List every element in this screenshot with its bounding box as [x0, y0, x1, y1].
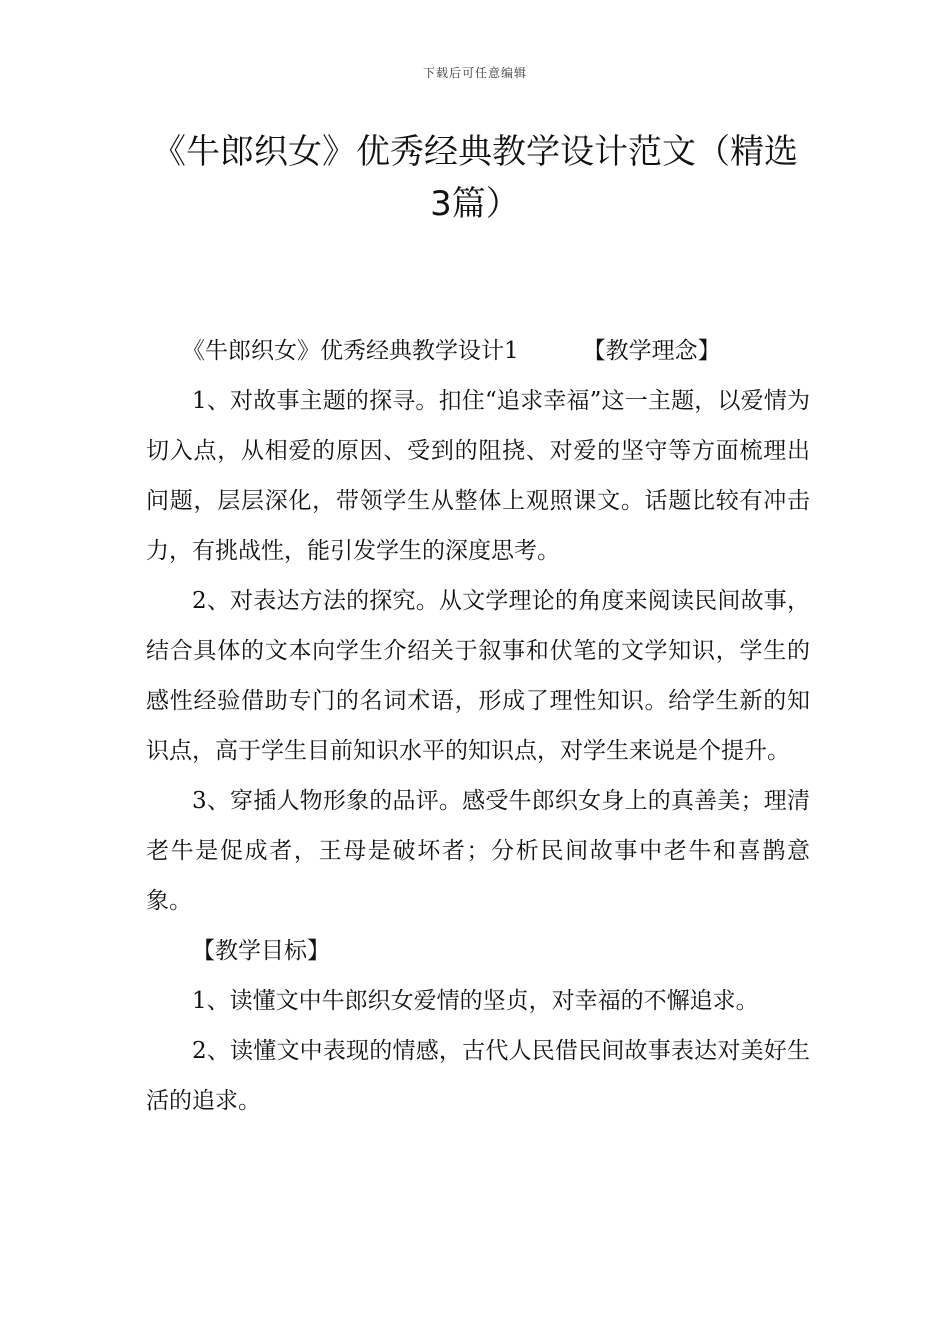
section-heading-teaching-goals: 【教学目标】 — [192, 938, 330, 964]
paragraph: 1、对故事主题的探寻。扣住“追求幸福”这一主题，以爱情为切入点，从相爱的原因、受到的阻挠、对爱的坚守等方面梳理出问题，层层深化，带领学生从整体上观照课文。话题比较有冲击力，有挑战性，能引发学生的深度思考。 — [146, 388, 810, 564]
paragraph: 2、读懂文中表现的情感，古代人民借民间故事表达对美好生活的追求。 — [146, 1038, 810, 1114]
paragraph: 1、读懂文中牛郎织女爱情的坚贞，对幸福的不懈追求。 — [192, 988, 759, 1014]
paragraph: 2、对表达方法的探究。从文学理论的角度来阅读民间故事，结合具体的文本向学生介绍关于叙事和伏笔的文学知识，学生的感性经验借助专门的名词术语，形成了理性知识。给学生新的知识点，高于学生目前知识水平的知识点，对学生来说是个提升。 — [146, 588, 810, 764]
document-title: 《牛郎织女》优秀经典教学设计范文（精选3篇） — [152, 132, 798, 224]
paragraph: 3、穿插人物形象的品评。感受牛郎织女身上的真善美；理清老牛是促成者，王母是破坏者；分析民间故事中老牛和喜鹊意象。 — [146, 788, 810, 914]
header-note: 下载后可任意编辑 — [422, 66, 527, 80]
section-title-line — [146, 326, 810, 376]
section-title: 《牛郎织女》优秀经典教学设计1 — [182, 338, 519, 364]
document-body — [146, 326, 810, 1126]
section-heading-teaching-philosophy: 【教学理念】 — [582, 338, 721, 364]
